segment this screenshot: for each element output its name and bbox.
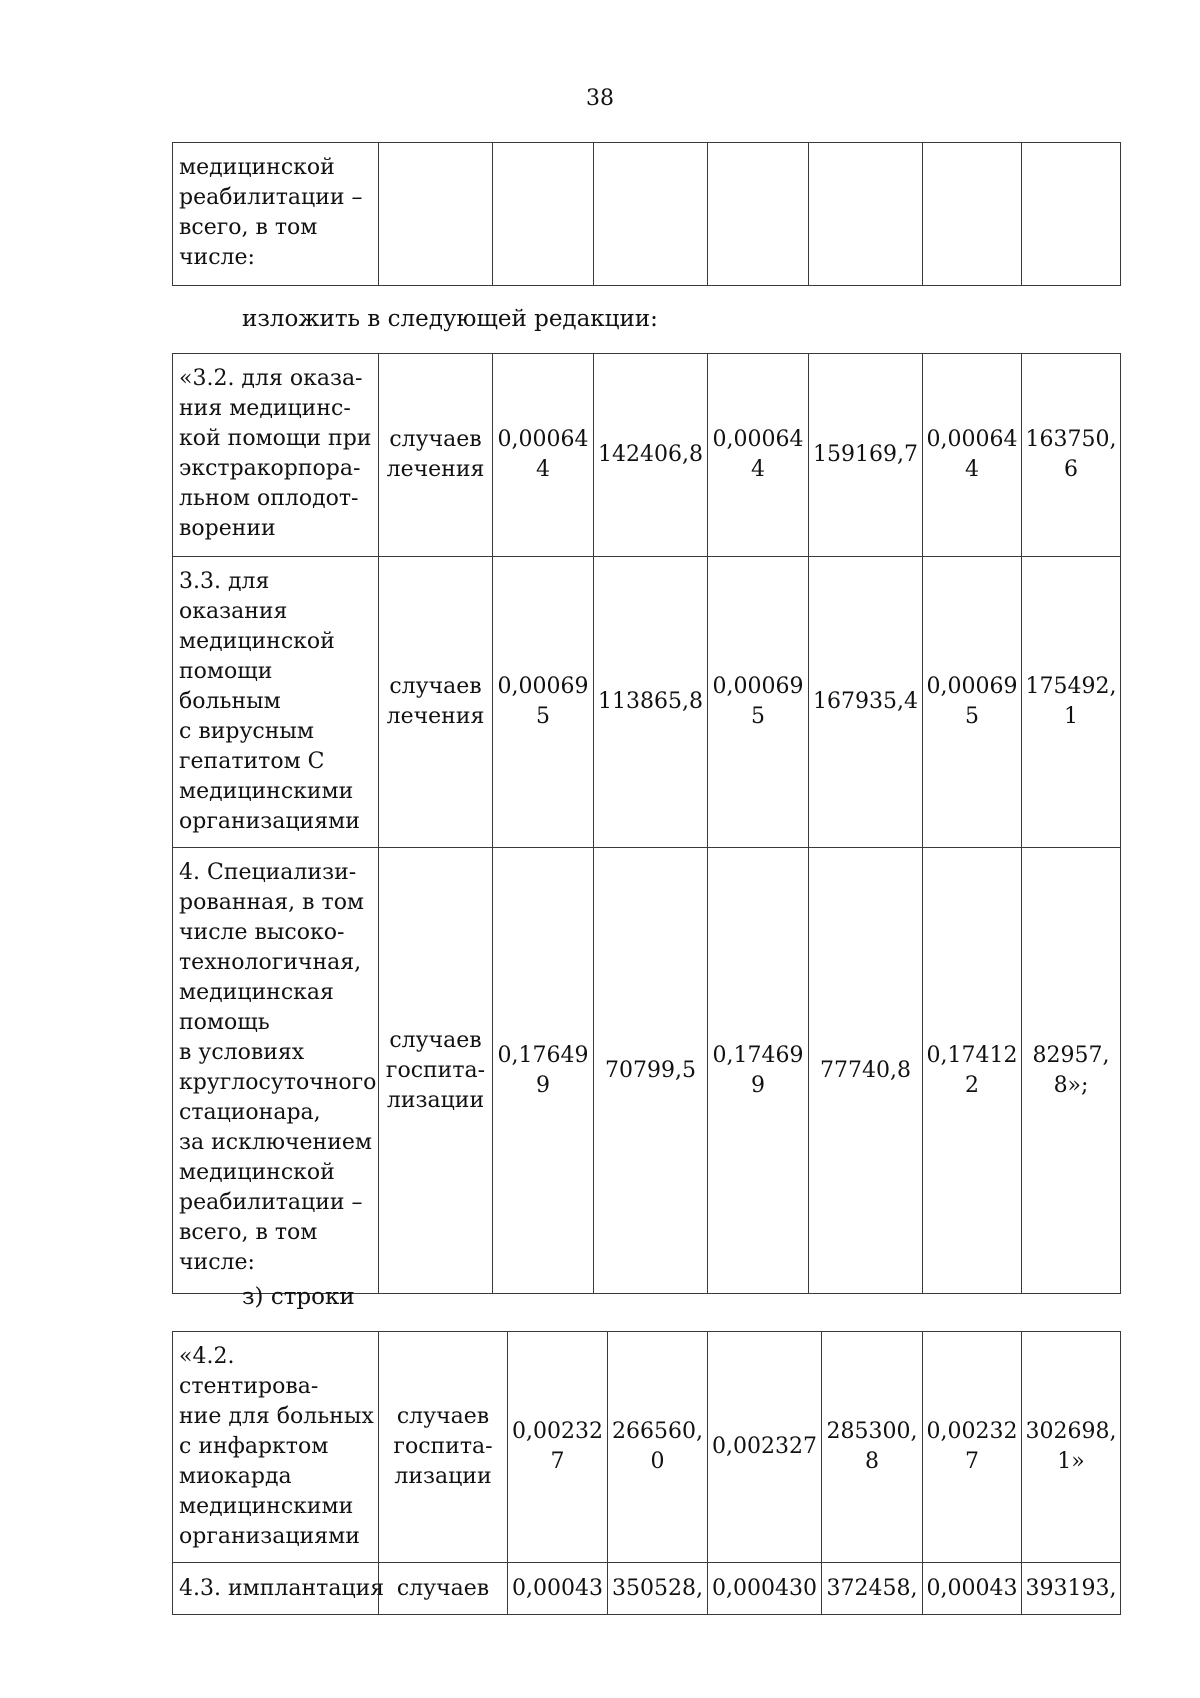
value-cell: 163750, 6 xyxy=(1022,354,1121,557)
value-cell: 82957, 8»; xyxy=(1022,848,1121,1294)
value-cell: 0,00043 xyxy=(923,1563,1022,1615)
value-cell xyxy=(923,143,1022,286)
value-cell: 350528, xyxy=(608,1563,708,1615)
value-cell: 0,00069 5 xyxy=(923,557,1022,848)
value-cell: 0,17412 2 xyxy=(923,848,1022,1294)
value-cell: 113865,8 xyxy=(594,557,708,848)
unit-cell: случаев госпита- лизации xyxy=(379,848,493,1294)
value-cell: 302698, 1» xyxy=(1022,1332,1121,1563)
row-name: «4.2. стентирова- ние для больных с инфарктом миокарда медицинскими организациями xyxy=(173,1332,379,1563)
row-name: «3.2. для оказа- ния медицинс- кой помощи при экстракорпора- льном оплодот- ворении xyxy=(173,354,379,557)
table-row xyxy=(173,848,1121,1294)
page-number: 38 xyxy=(586,86,614,111)
value-cell xyxy=(1022,143,1121,286)
value-cell: 266560, 0 xyxy=(608,1332,708,1563)
value-cell: 0,00064 4 xyxy=(493,354,594,557)
value-cell: 0,00043 xyxy=(508,1563,608,1615)
value-cell: 0,00069 5 xyxy=(493,557,594,848)
unit-cell: случаев лечения xyxy=(379,557,493,848)
table-row xyxy=(173,143,1121,286)
value-cell: 77740,8 xyxy=(809,848,923,1294)
value-cell: 0,002327 xyxy=(708,1332,822,1563)
value-cell: 0,17469 9 xyxy=(708,848,809,1294)
value-cell xyxy=(594,143,708,286)
value-cell: 0,17649 9 xyxy=(493,848,594,1294)
value-cell: 175492, 1 xyxy=(1022,557,1121,848)
value-cell xyxy=(809,143,923,286)
table-row xyxy=(173,1563,1121,1615)
value-cell: 285300, 8 xyxy=(822,1332,923,1563)
row-name: 3.3. для оказания медицинской помощи больным с вирусным гепатитом С медицинскими организациями xyxy=(173,557,379,848)
table-1 xyxy=(172,142,1121,286)
table-row xyxy=(173,354,1121,557)
unit-cell: случаев лечения xyxy=(379,354,493,557)
value-cell: 0,00064 4 xyxy=(923,354,1022,557)
value-cell: 0,000430 xyxy=(708,1563,822,1615)
unit-cell xyxy=(379,143,493,286)
value-cell: 372458, xyxy=(822,1563,923,1615)
value-cell: 0,00232 7 xyxy=(508,1332,608,1563)
row-name: 4. Специализи- рованная, в том числе высоко- технологичная, медицинская помощь в условиях круглосуточного стационара, за исключением медицинской реабилитации – всего, в том числе: xyxy=(173,848,379,1294)
value-cell: 0,00069 5 xyxy=(708,557,809,848)
value-cell xyxy=(493,143,594,286)
paragraph-section-heading: з) строки xyxy=(242,1284,355,1310)
table-row xyxy=(173,557,1121,848)
table-3 xyxy=(172,1331,1121,1615)
unit-cell: случаев госпита- лизации xyxy=(379,1332,508,1563)
row-name: 4.3. имплантация xyxy=(173,1563,379,1615)
paragraph-edit-instruction: изложить в следующей редакции: xyxy=(242,306,658,332)
row-name: медицинской реабилитации – всего, в том числе: xyxy=(173,143,379,286)
value-cell xyxy=(708,143,809,286)
table-2 xyxy=(172,353,1121,1294)
value-cell: 0,00232 7 xyxy=(923,1332,1022,1563)
value-cell: 393193, xyxy=(1022,1563,1121,1615)
value-cell: 167935,4 xyxy=(809,557,923,848)
value-cell: 159169,7 xyxy=(809,354,923,557)
value-cell: 70799,5 xyxy=(594,848,708,1294)
table-row xyxy=(173,1332,1121,1563)
unit-cell: случаев xyxy=(379,1563,508,1615)
value-cell: 0,00064 4 xyxy=(708,354,809,557)
value-cell: 142406,8 xyxy=(594,354,708,557)
